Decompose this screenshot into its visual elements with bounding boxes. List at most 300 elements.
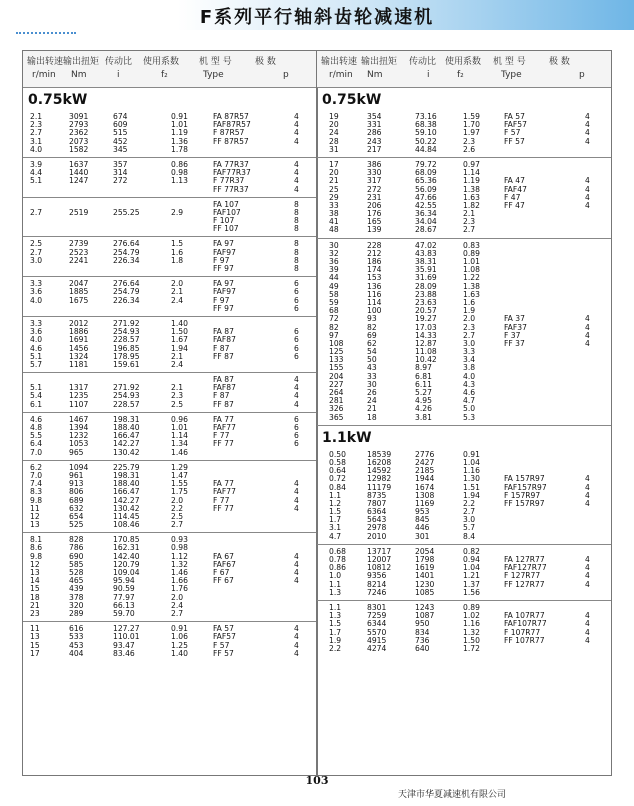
table-cell: 3.0: [30, 255, 43, 265]
table-cell: 4: [294, 120, 299, 130]
table-row: [23, 288, 317, 296]
table-cell: 1.82: [463, 200, 480, 210]
table-cell: 32: [329, 248, 339, 258]
table-cell: F 77: [213, 495, 230, 505]
table-cell: 28.09: [415, 281, 437, 291]
table-cell: 29: [329, 192, 339, 202]
table-cell: 50: [367, 355, 377, 365]
table-row: [23, 186, 317, 194]
table-cell: 36: [329, 257, 339, 266]
table-cell: FAF57: [504, 120, 527, 130]
table-cell: 11: [30, 503, 40, 513]
table-cell: 2185: [415, 466, 435, 476]
table-cell: 378: [69, 592, 84, 602]
table-cell: 48: [329, 225, 339, 235]
table-cell: 1.7: [329, 627, 342, 637]
table-row: [23, 297, 317, 305]
table-cell: 47.66: [415, 192, 437, 202]
table-cell: 5.0: [463, 404, 476, 414]
table-cell: 2.4: [171, 600, 184, 610]
table-row: [23, 642, 317, 650]
table-cell: 834: [415, 627, 430, 637]
table-cell: FA 77R37: [213, 159, 249, 169]
table-cell: 4.6: [30, 343, 43, 353]
table-cell: FAF67: [213, 559, 236, 569]
table-cell: 9356: [367, 571, 387, 581]
table-cell: 153: [367, 273, 382, 283]
table-cell: 68.38: [415, 120, 437, 130]
table-cell: FF 57: [504, 136, 525, 146]
table-cell: 12: [30, 559, 40, 569]
table-cell: FF 67: [213, 576, 234, 586]
table-cell: F 37: [504, 330, 521, 340]
table-cell: 4: [585, 627, 590, 637]
table-cell: 2.7: [463, 225, 476, 235]
table-cell: 15: [30, 640, 40, 650]
table-cell: 2.1: [30, 112, 43, 121]
table-cell: 965: [69, 447, 84, 457]
table-cell: 314: [113, 168, 128, 178]
table-cell: 7.0: [30, 470, 43, 480]
table-cell: 1637: [69, 159, 89, 169]
table-cell: 2.7: [463, 330, 476, 340]
rows-wrap: [317, 601, 611, 656]
table-cell: 1.76: [171, 584, 188, 594]
table-cell: 178.95: [113, 351, 140, 361]
table-cell: 17.03: [415, 322, 437, 332]
header-label: 使用系数: [143, 57, 180, 67]
table-cell: 4: [294, 112, 299, 121]
table-row: [23, 384, 317, 392]
table-cell: 30: [367, 379, 377, 389]
table-cell: 34.04: [415, 217, 437, 227]
table-cell: F 57: [504, 128, 521, 138]
table-cell: 142.27: [113, 495, 140, 505]
table-cell: 0.89: [463, 602, 480, 612]
table-cell: 1230: [415, 579, 435, 589]
table-cell: 1.9: [463, 306, 476, 316]
header-unit: r/min: [329, 70, 353, 80]
table-cell: 127.27: [113, 624, 140, 634]
table-cell: 217: [367, 144, 382, 154]
table-cell: F 57: [213, 640, 230, 650]
table-cell: FF 87: [213, 351, 234, 361]
table-cell: 345: [113, 144, 128, 154]
table-cell: 12.87: [415, 338, 437, 348]
table-cell: 4: [294, 128, 299, 138]
header-label: 使用系数: [445, 57, 482, 67]
table-cell: 4: [294, 479, 299, 489]
table-cell: FF 97: [213, 303, 234, 313]
header-unit: f₂: [161, 70, 168, 80]
table-cell: 4: [585, 322, 590, 332]
table-row: [23, 320, 317, 328]
table-cell: 1.0: [329, 571, 342, 581]
table-cell: 1619: [415, 563, 435, 573]
rows-wrap: [23, 413, 317, 460]
table-row: [23, 129, 317, 137]
table-cell: FA 37: [504, 314, 525, 324]
table-cell: 226.34: [113, 295, 140, 305]
table-cell: 31.69: [415, 273, 437, 283]
table-row: [23, 432, 317, 440]
table-row: [317, 226, 611, 234]
table-cell: 66.13: [113, 600, 135, 610]
table-cell: 68.09: [415, 168, 437, 178]
table-cell: 82: [367, 322, 377, 332]
header-label: 传动比: [105, 57, 133, 67]
table-cell: 0.91: [171, 112, 188, 121]
table-cell: 133: [329, 355, 344, 365]
table-cell: 231: [367, 192, 382, 202]
table-cell: 3.9: [30, 159, 43, 169]
table-cell: 0.89: [463, 248, 480, 258]
table-row: [317, 414, 611, 422]
table-cell: 2.7: [30, 247, 43, 257]
table-cell: 2241: [69, 255, 89, 265]
table-cell: 1.19: [463, 176, 480, 186]
table-cell: 289: [69, 608, 84, 618]
table-cell: 4.7: [463, 396, 476, 406]
table-cell: 20.57: [415, 306, 437, 316]
table-cell: 452: [113, 136, 128, 146]
table-cell: 130.42: [113, 503, 140, 513]
table-cell: 228: [367, 240, 382, 250]
table-cell: 1.29: [171, 462, 188, 472]
table-cell: FA 107: [213, 199, 239, 209]
table-cell: 6: [294, 351, 299, 361]
table-left: [22, 50, 318, 776]
table-cell: 100: [367, 306, 382, 316]
table-cell: 4.26: [415, 404, 432, 414]
section-title: 0.75kW: [322, 92, 382, 108]
rows-wrap: [23, 373, 317, 412]
table-cell: 4: [585, 611, 590, 621]
table-row: [23, 440, 317, 448]
table-cell: 155: [329, 363, 344, 373]
table-cell: 6: [294, 335, 299, 345]
table-cell: 515: [113, 128, 128, 138]
table-cell: 65.36: [415, 176, 437, 186]
table-cell: 142.40: [113, 551, 140, 561]
table-cell: 2.2: [463, 498, 476, 508]
rows-wrap: [23, 461, 317, 533]
table-cell: 8: [294, 239, 299, 249]
table-cell: 1.8: [171, 255, 184, 265]
table-cell: 2012: [69, 318, 89, 328]
header-units: [23, 70, 317, 84]
table-cell: FAF47: [504, 184, 527, 194]
table-cell: 1886: [69, 327, 89, 337]
table-cell: 162.31: [113, 543, 140, 553]
table-cell: 913: [69, 479, 84, 489]
table-cell: 4: [294, 375, 299, 385]
table-cell: 8: [294, 199, 299, 209]
table-cell: 2523: [69, 247, 89, 257]
table-row: [23, 594, 317, 602]
table-cell: 1.25: [171, 640, 188, 650]
table-cell: 28.67: [415, 225, 437, 235]
table-cell: 77.97: [113, 592, 135, 602]
table-cell: 1.47: [171, 470, 188, 480]
rows-wrap: [317, 158, 611, 238]
table-cell: 0.98: [171, 543, 188, 553]
table-cell: 227: [329, 379, 344, 389]
table-cell: FF 77: [213, 503, 234, 513]
table-cell: 39: [329, 265, 339, 275]
table-cell: 1232: [69, 431, 89, 441]
table-cell: 1.21: [463, 571, 480, 581]
table-cell: 6: [294, 431, 299, 441]
table-cell: 93: [367, 314, 377, 324]
table-cell: 2.5: [171, 399, 184, 409]
table-cell: 690: [69, 551, 84, 561]
table-cell: 2.1: [463, 209, 476, 219]
header-units: [317, 70, 611, 84]
table-cell: 0.98: [171, 168, 188, 178]
table-cell: 4: [585, 635, 590, 645]
table-cell: F 97: [213, 255, 230, 265]
table-cell: 4: [585, 474, 590, 484]
table-cell: 1.08: [463, 265, 480, 275]
table-row: [317, 645, 611, 653]
table-cell: 7246: [367, 587, 387, 597]
table-cell: 4: [585, 200, 590, 210]
table-cell: 2073: [69, 136, 89, 146]
table-row: [23, 376, 317, 384]
table-cell: 2.0: [463, 314, 476, 324]
table-cell: 0.96: [171, 414, 188, 424]
table-cell: 2.4: [171, 359, 184, 369]
row-group: [317, 448, 611, 544]
table-cell: 2362: [69, 128, 89, 138]
row-group: [23, 372, 317, 412]
table-cell: 4.3: [463, 379, 476, 389]
table-cell: 271.92: [113, 318, 140, 328]
table-cell: 1440: [69, 168, 89, 178]
table-cell: 6: [294, 343, 299, 353]
table-cell: 13: [30, 520, 40, 530]
table-cell: 198.31: [113, 414, 140, 424]
table-cell: 281: [329, 396, 344, 406]
table-cell: 8: [294, 207, 299, 217]
table-cell: 125: [329, 347, 344, 357]
table-cell: 4: [585, 184, 590, 194]
table-cell: 1.75: [171, 487, 188, 497]
table-cell: 1674: [415, 482, 435, 492]
table-cell: 17: [329, 159, 339, 169]
table-cell: FAF77R37: [213, 168, 251, 178]
table-cell: 8.4: [463, 531, 476, 541]
table-cell: 1181: [69, 359, 89, 369]
table-cell: 3.81: [415, 412, 432, 422]
table-cell: 2.1: [171, 351, 184, 361]
table-cell: FF 127R77: [504, 579, 545, 589]
table-cell: 1.94: [171, 343, 188, 353]
table-cell: FAF77: [213, 487, 236, 497]
table-cell: 166.47: [113, 431, 140, 441]
table-cell: 4: [585, 571, 590, 581]
table-cell: 18: [367, 412, 377, 422]
table-cell: 609: [113, 120, 128, 130]
table-cell: 320: [69, 600, 84, 610]
table-cell: FAF97: [213, 247, 236, 257]
table-cell: 326: [329, 404, 344, 414]
table-cell: 83.46: [113, 648, 135, 658]
table-cell: 36.34: [415, 209, 437, 219]
rows-wrap: [23, 277, 317, 316]
table-cell: 254.93: [113, 391, 140, 401]
table-cell: 4: [294, 559, 299, 569]
table-cell: 354: [367, 112, 382, 121]
section-title: 1.1kW: [317, 425, 611, 448]
table-cell: FAF107: [213, 207, 241, 217]
table-cell: 38: [329, 209, 339, 219]
table-cell: 2739: [69, 239, 89, 249]
table-cell: 1.5: [329, 507, 342, 517]
table-cell: 4: [294, 648, 299, 658]
table-cell: 7.0: [30, 447, 43, 457]
table-row: [23, 497, 317, 505]
table-row: [23, 146, 317, 154]
page-title: F系列平行轴斜齿轮减速机: [199, 7, 435, 28]
table-cell: 2519: [69, 207, 89, 217]
table-cell: 13: [30, 568, 40, 577]
table-cell: 11: [30, 624, 40, 634]
table-row: [23, 401, 317, 409]
table-cell: FAF157R97: [504, 482, 547, 492]
table-cell: 1.3: [329, 611, 342, 621]
table-cell: 4.95: [415, 396, 432, 406]
table-cell: 330: [367, 168, 382, 178]
table-cell: FF 87: [213, 399, 234, 409]
table-row: [23, 480, 317, 488]
table-cell: FF 77R37: [213, 184, 249, 194]
table-cell: 1.1: [329, 602, 342, 612]
table-cell: 806: [69, 487, 84, 497]
table-cell: FF 97: [213, 264, 234, 273]
table-cell: 2.5: [171, 511, 184, 521]
table-cell: FA 87: [213, 375, 234, 385]
decorative-line: [16, 32, 76, 34]
table-cell: 1.32: [463, 627, 480, 637]
table-cell: 8: [294, 255, 299, 265]
table-cell: 186: [367, 257, 382, 266]
table-row: [23, 169, 317, 177]
table-cell: 1.94: [463, 490, 480, 500]
table-cell: 20: [329, 120, 339, 130]
table-cell: 6.2: [30, 462, 43, 472]
table-cell: 4: [294, 383, 299, 393]
table-cell: 12982: [367, 474, 392, 484]
table-row: [23, 161, 317, 169]
table-cell: 114.45: [113, 511, 140, 521]
table-cell: 4: [585, 338, 590, 348]
header-label: 输出转速: [27, 57, 64, 67]
table-cell: 228.57: [113, 399, 140, 409]
table-cell: 1467: [69, 414, 89, 424]
table-row: [23, 249, 317, 257]
table-cell: 1691: [69, 335, 89, 345]
table-cell: 44: [329, 273, 339, 283]
table-cell: FAF87R57: [213, 120, 251, 130]
table-cell: 0.86: [171, 159, 188, 169]
table-cell: 226.34: [113, 255, 140, 265]
table-cell: 2.7: [463, 507, 476, 517]
table-cell: FAF77: [213, 423, 236, 432]
header-label: 输出扭矩: [361, 57, 398, 67]
table-cell: 1169: [415, 498, 435, 508]
table-cell: 59: [329, 297, 339, 307]
table-cell: 1.51: [463, 482, 480, 492]
row-group: [23, 110, 317, 157]
table-cell: 4: [294, 551, 299, 561]
table-cell: 21: [329, 176, 339, 186]
table-cell: 108.46: [113, 520, 140, 530]
table-row: [23, 113, 317, 121]
table-cell: 2.6: [463, 144, 476, 154]
table-cell: 1.04: [463, 457, 480, 467]
table-row: [23, 240, 317, 248]
table-row: [23, 464, 317, 472]
table-cell: 0.68: [329, 546, 346, 556]
table-cell: 1.40: [171, 318, 188, 328]
table-cell: 30: [329, 240, 339, 250]
table-cell: 1.13: [171, 176, 188, 186]
table-cell: 4: [585, 192, 590, 202]
row-group: [23, 316, 317, 372]
table-cell: 301: [415, 531, 430, 541]
table-cell: 108: [329, 338, 344, 348]
table-cell: F 47: [504, 192, 521, 202]
table-cell: 4: [585, 563, 590, 573]
table-cell: 1.50: [171, 327, 188, 337]
table-cell: 2978: [367, 523, 387, 533]
table-cell: 1.1: [329, 579, 342, 589]
table-cell: 5570: [367, 627, 387, 637]
table-cell: FAF97: [213, 287, 236, 297]
table-cell: 225.79: [113, 462, 140, 472]
table-cell: 7.4: [30, 479, 43, 489]
table-cell: 1.12: [171, 551, 188, 561]
table-cell: 198.31: [113, 470, 140, 480]
table-cell: 196.85: [113, 343, 140, 353]
table-cell: 6: [294, 414, 299, 424]
table-cell: 4: [294, 159, 299, 169]
table-cell: 264: [329, 388, 344, 397]
page-number: 103: [305, 774, 329, 787]
table-cell: 525: [69, 520, 84, 530]
table-cell: 4: [585, 136, 590, 146]
table-cell: 4: [294, 136, 299, 146]
table-cell: 0.64: [329, 466, 346, 476]
table-cell: 1.6: [171, 247, 184, 257]
table-cell: 1.72: [463, 643, 480, 653]
row-group: [23, 460, 317, 533]
table-cell: FAF127R77: [504, 563, 547, 573]
table-cell: 6: [294, 327, 299, 337]
table-cell: 4: [294, 503, 299, 513]
table-cell: 4915: [367, 635, 387, 645]
table-cell: 6.1: [30, 399, 43, 409]
table-cell: 25: [329, 184, 339, 194]
table-cell: F 107: [213, 216, 235, 226]
table-cell: 1.14: [463, 168, 480, 178]
table-cell: 0.83: [463, 240, 480, 250]
table-cell: 176: [367, 209, 382, 219]
table-cell: FF 77: [213, 439, 234, 449]
table-cell: 1247: [69, 176, 89, 186]
